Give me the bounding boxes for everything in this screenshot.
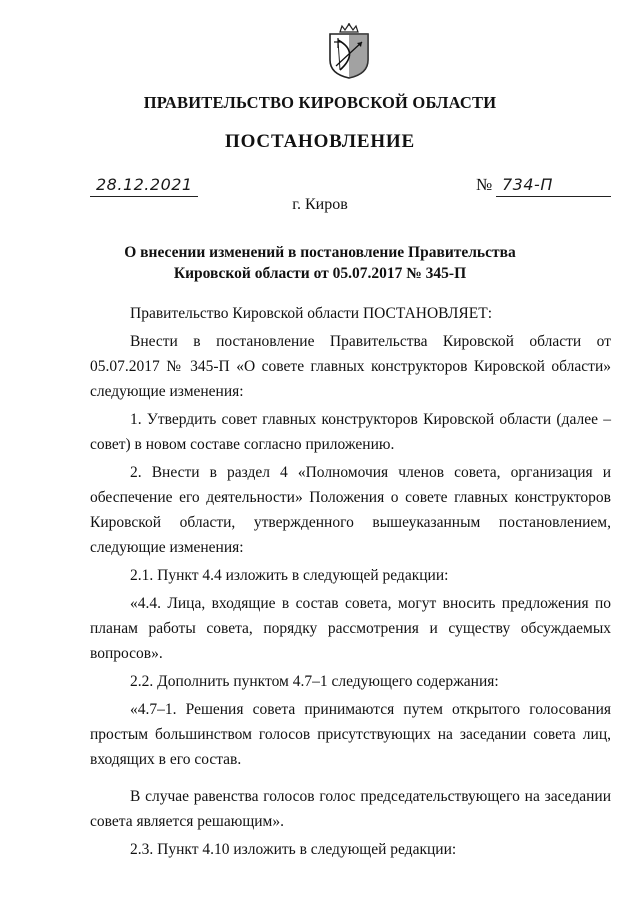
document-date: 28.12.2021 [96,175,193,194]
kirov-oblast-coat-of-arms-icon [326,22,372,80]
body-paragraph: 1. Утвердить совет главных конструкторов Кировской области (далее – совет) в новом составе согласно приложению. [90,411,611,453]
body-paragraph: 2.3. Пункт 4.10 изложить в следующей редакции: [130,841,457,858]
document-number-field [496,174,611,197]
body-paragraph: «4.7–1. Решения совета принимаются путем открытого голосования простым большинством голосов присутствующих на заседании совета лиц, входящих в его состав. [90,701,611,768]
city-label: г. Киров [292,196,348,213]
subject-line-1: О внесении изменений в постановление Правительства [124,244,516,261]
document-type-heading: ПОСТАНОВЛЕНИЕ [225,131,415,152]
organization-title: ПРАВИТЕЛЬСТВО КИРОВСКОЙ ОБЛАСТИ [143,93,497,112]
body-paragraph: 2. Внести в раздел 4 «Полномочия членов совета, организация и обеспечение его деятельности» Положения о совете главных конструкторов Кировской области, утвержденного вышеуказанным постановлением, следующие изменения: [90,464,611,556]
document-subject [0,242,640,284]
document-number: 734-П [502,175,553,194]
number-sign: № [476,175,493,194]
subject-line-2: Кировской области от 05.07.2017 № 345-П [173,265,467,282]
body-paragraph: Правительство Кировской области ПОСТАНОВЛЯЕТ: [130,305,493,322]
body-paragraph: 2.2. Дополнить пунктом 4.7–1 следующего содержания: [130,673,499,690]
document-date-field [90,174,198,197]
body-paragraph: Внести в постановление Правительства Кировской области от 05.07.2017 № 345-П «О совете главных конструкторов Кировской области» следующие изменения: [90,333,611,400]
body-paragraph: «4.4. Лица, входящие в состав совета, могут вносить предложения по планам работы совета, порядку рассмотрения и существу обсуждаемых вопросов». [90,595,611,662]
body-paragraph: В случае равенства голосов голос председательствующего на заседании совета является решающим». [90,788,611,830]
body-paragraph: 2.1. Пункт 4.4 изложить в следующей редакции: [130,567,449,584]
document-body [90,301,611,862]
